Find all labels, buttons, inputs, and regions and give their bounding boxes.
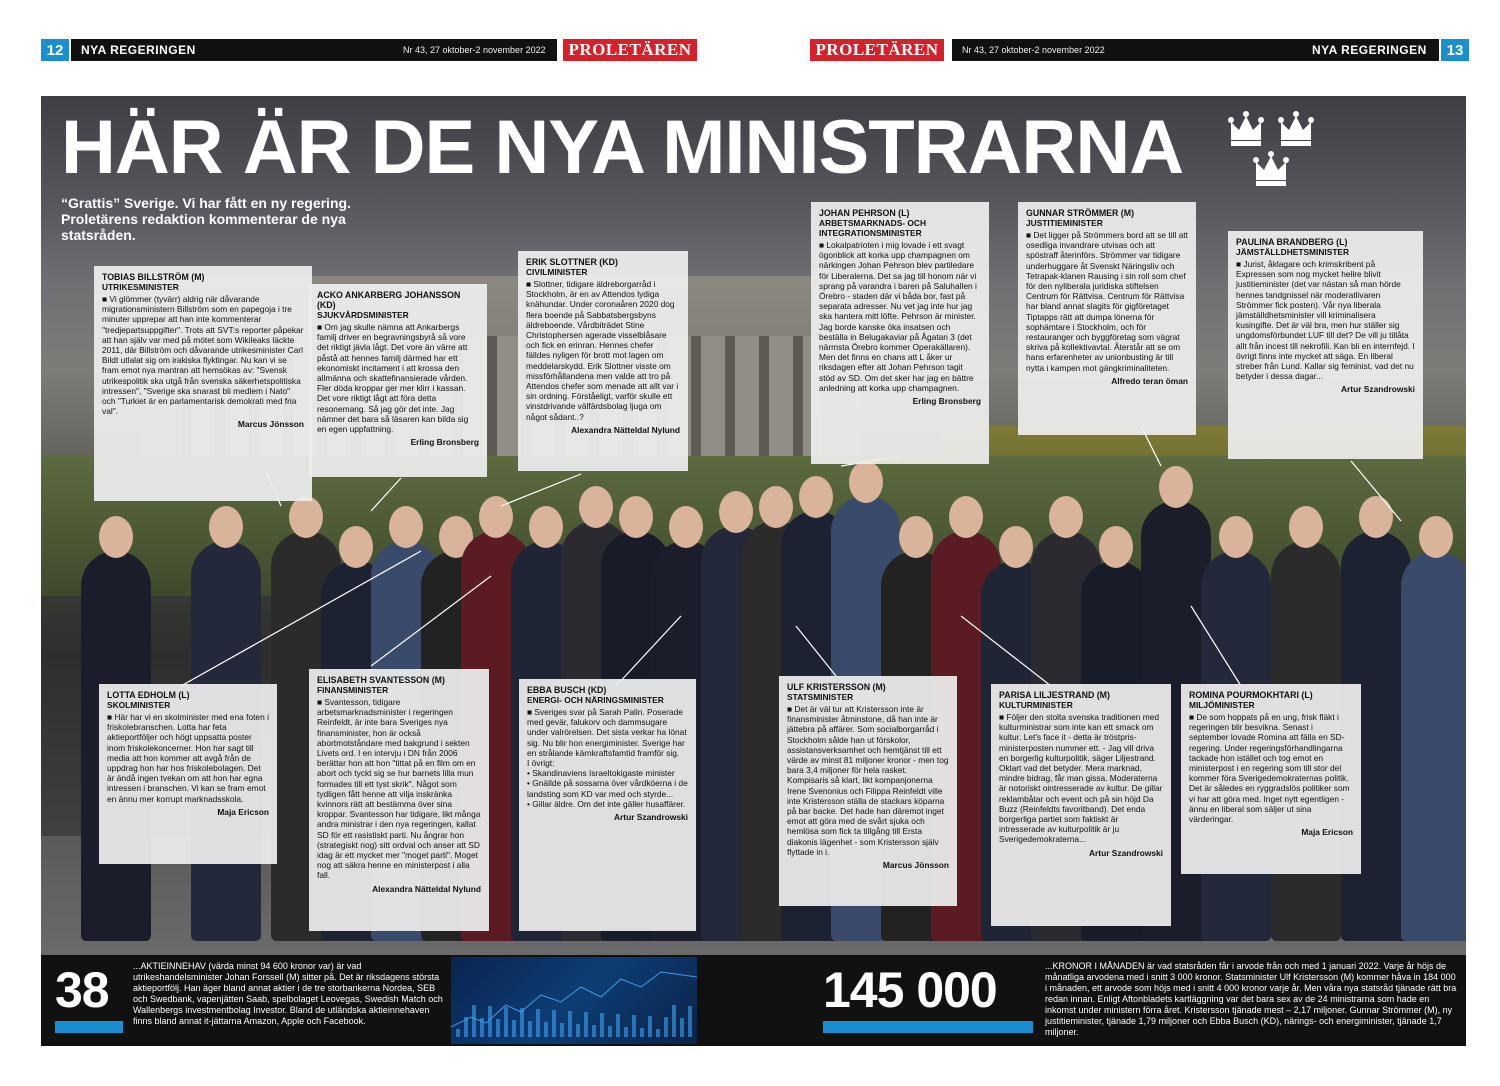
fact-bar [41, 955, 1466, 1046]
candle-bar [488, 1006, 492, 1037]
candle-bar [520, 1008, 524, 1037]
candle-bar [480, 1018, 484, 1037]
minister-role: UTRIKESMINISTER [102, 282, 179, 292]
minister-box [309, 284, 487, 477]
logo-left: PROLETÄREN [563, 39, 697, 61]
minister-role: ENERGI- OCH NÄRINGSMINISTER [527, 695, 664, 705]
minister-box [519, 679, 696, 931]
candle-bar [664, 1017, 668, 1037]
minister-name: ACKO ANKARBERG JOHANSSON (KD) [317, 290, 461, 310]
stock-graph [451, 957, 697, 1044]
candle-bar [688, 1006, 692, 1037]
minister-name: GUNNAR STRÖMMER (M) [1026, 208, 1134, 218]
candle-bar [536, 1009, 540, 1037]
minister-author: Alexandra Nätteldal Nylund [571, 424, 680, 435]
candle-bar [608, 1026, 612, 1037]
minister-role: KULTURMINISTER [999, 700, 1073, 710]
minister-role: ARBETSMARKNADS- OCH INTEGRATIONSMINISTER [819, 218, 927, 238]
page-number-right: 13 [1441, 39, 1469, 61]
minister-author: Alfredo teran öman [1111, 375, 1188, 386]
minister-role: FINANSMINISTER [317, 685, 389, 695]
header-bar-right [952, 39, 1439, 61]
minister-box [1228, 231, 1423, 459]
minister-box [99, 684, 277, 864]
minister-box [1018, 202, 1196, 435]
minister-comment: ■ Följer den stolta svenska traditionen med kulturministrar som inte kan ett smack om kultur. Let's face it - detta är tröstpris-ministerposten nummer ett. - Jag vill driva en borgerlig kulturpolitik, säger Liljestrand. Oklart vad det betyder. Mera marknad, mindre bidrag, får man gissa. Moderaterna är notoriskt ointresserade av kultur. De gillar reklambåtar och event och på sin höjd Da Buzz (Reinfeldts favoritband). Det enda borgerliga partiet som faktiskt är intresserade av kulturpolitik är ju Sverigedemokraterna... [999, 712, 1163, 845]
minister-role: SKOLMINISTER [107, 700, 171, 710]
minister-name: ULF KRISTERSSON (M) [787, 682, 886, 692]
minister-box [779, 676, 957, 906]
issue-label-right: Nr 43, 27 oktober-2 november 2022 [962, 45, 1105, 55]
minister-comment: ■ Slottner, tidigare äldreborgarråd i Stockholm, är en av Attendos lydiga knähundar. Under coronaåren 2020 dog flera boende på Sabbatsbergsbyns äldreboende. Vårdbiträdet Stine Christophersen agerade visselblåsare och fick en erinran. Hennes chefer fälldes nyligen för brott mot lagen om meddelarskydd. Erik Slottner visste om missförhållandena men valde att tro på Attendos chefer som menade att allt var i sin ordning. Förståeligt, varför skulle ett vinstdrivande välfärdsbolag ljuga om något sådant..? [526, 279, 679, 422]
accent-bar-left [55, 1021, 123, 1033]
candle-bar [624, 1027, 628, 1037]
candle-bar [528, 1021, 532, 1037]
minister-role: JÄMSTÄLLDHETSMINISTER [1236, 247, 1350, 257]
page-title: HÄR ÄR DE NYA MINISTRARNA [61, 105, 1184, 190]
candle-bar [592, 1025, 596, 1037]
candle-bar [616, 1014, 620, 1037]
fact-number-right: 145 000 [823, 962, 997, 1018]
candle-bar [568, 1011, 572, 1037]
page-number-left: 12 [41, 39, 69, 61]
minister-author: Erling Bronsberg [410, 437, 479, 448]
minister-box [1181, 684, 1361, 874]
candle-bar [560, 1023, 564, 1037]
minister-author: Alexandra Nätteldal Nylund [372, 883, 481, 894]
minister-author: Marcus Jönsson [237, 419, 304, 430]
photo-spread [41, 96, 1466, 955]
candle-bar [672, 1005, 676, 1037]
candle-bar [552, 1010, 556, 1037]
fact-text-left: ...AKTIEINNEHAV (värda minst 94 600 kronor var) är vad utrikeshandelsminister Johan Forssell (M) sitter på. Det är riksdagens största aktieportfölj. Han äger bland annat aktier i de tre storbankerna Nordea, SEB och Swedbank, vapenjätten Saab, spelbolaget Leovegas, Swedish Match och Wallenbergs investmentbolag Investor. Bland de utländska aktieinnehaven finns bland annat it-jättarna Amazon, Apple och Facebook. [133, 961, 443, 1026]
minister-comment: ■ Svantesson, tidigare arbetsmarknadsminister i regeringen Reinfeldt, är inte bara Sveriges nya finansminister, hon är också abortmotståndare med bakgrund i sekten Livets ord. I en intervju i DN från 2006 berättar hon att hon "tittat på en film om en abort och tyckt sig se hur barnets lilla mun formades till ett tyst skrik". Något som tydligen fått henne att vilja inskränka kvinnors rätt att bestämma över sina kroppar. Svantesson har tidigare, likt många andra ministrar i den nya regeringen, kallat SD för ett rasistiskt parti. Nu ångrar hon (strategiskt nog) sitt ordval och anser att SD idag är ett mycket mer "moget parti". Moget nog att säkra henne en ministerpost i alla fall. [317, 697, 481, 881]
minister-name: EBBA BUSCH (KD) [527, 685, 607, 695]
candle-bar [456, 1029, 460, 1037]
candle-bar [472, 1005, 476, 1037]
minister-role: SJUKVÅRDSMINISTER [317, 310, 409, 320]
minister-name: PAULINA BRANDBERG (L) [1236, 237, 1348, 247]
minister-box [518, 251, 688, 471]
minister-role: STATSMINISTER [787, 692, 854, 702]
minister-role: MILJÖMINISTER [1189, 700, 1255, 710]
intro-text: “Grattis” Sverige. Vi har fått en ny regering. Proletärens redaktion kommenterar de nya statsråden. [61, 195, 351, 243]
minister-role: JUSTITIEMINISTER [1026, 218, 1103, 228]
minister-author: Marcus Jönsson [882, 860, 949, 871]
candle-bar [584, 1012, 588, 1037]
minister-name: ELISABETH SVANTESSON (M) [317, 675, 445, 685]
issue-label-left: Nr 43, 27 oktober-2 november 2022 [403, 45, 546, 55]
minister-box [309, 669, 489, 931]
minister-comment: ■ Lokalpatrioten i mig lovade i ett svagt ögonblick att korka upp champagnen om närkingen Johan Pehrson blev partiledare för Liberalerna. Det sa jag till honom när vi sprang på varandra i baren på Saluhallen i Örebro - staden där vi båda bor, fast på separata adresser. Nu vet jag inte hur jag ska hantera mitt löfte. Pehrson är minister. Jag borde kanske öka insatsen och beställa in Belugakaviar på Ågatan 3 (det närmsta Örebro kommer Operakällaren). Men det finns en chans att L åker ur riksdagen efter att Johan Pehrson tagit stöd av SD. Om det sker har jag en bättre anledning att korka upp champagnen. [819, 240, 977, 393]
candle-bar [544, 1022, 548, 1037]
candle-bar [464, 1017, 468, 1037]
candle-bar [576, 1024, 580, 1037]
minister-name: JOHAN PEHRSON (L) [819, 208, 910, 218]
minister-comment: ■ Om jag skulle nämna att Ankarbergs familj driver en begravningsbyrå så vore det riktigt jävla lågt. Det vore än värre att påstå att hennes familj därmed har ett ekonomiskt incitament i att krossa den allmänna och skattefinansierade vården. Fler döda kroppar ger mer klirr i kassan. Det vore riktigt lågt att föra detta resonemang. Så jag gör det inte. Jag nämner det bara så läsaren kan bilda sig en egen uppfattning. [317, 322, 469, 435]
fact-number-left: 38 [55, 962, 109, 1018]
minister-name: TOBIAS BILLSTRÖM (M) [102, 272, 205, 282]
minister-author: Artur Szandrowski [1089, 847, 1163, 858]
candle-bar [640, 1028, 644, 1037]
candle-bar [496, 1019, 500, 1037]
minister-comment: ■ Vi glömmer (tyvärr) aldrig när dåvarande migrationsministern Billström som en papegoja i tre minuter upprepar att han inte kommenterar "tredjepartsuppgifter". Trots att SVT:s reporter påpekar att han själv var med på mötet som Wikileaks läckte 2011, där Billström och dåvarande utrikesminister Carl Bildt utlalat sig om irakiska flyktingar. Nu kan vi se fram emot nya mantran att hemsökas av: "Svensk utrikespolitik ska utgå från svenska säkerhetspolitiska intressen", "Sverige ska snarast bli medlem i Nato" och "Turkiet är en parlamentarisk demokrati med fria val". [102, 294, 304, 417]
minister-comment: ■ Det är väl tur att Kristersson inte är finansminister åtminstone, då han inte är jättebra på affärer. Som socialborgarråd i Stockholm sålde han ut förskolor, assistansverksamhet och hemtjänst till ett värde av minst 81 miljoner kronor - men tog bara 3,4 miljoner för hela rasket. Kompisaris så klart, likt kompanjonerna Irene Svenonius och Filippa Reinfeldt ville inte Kristersson ställa de stackars köparna på bar backe. Det hade han däremot inget emot att göra med de svårt sjuka och hemlösa som fick ta tillgång till Ersta diakonis lägenhet - som Kristersson själv flyttade in i. [787, 704, 949, 857]
stock-chart-image [451, 957, 697, 1044]
accent-bar-right [823, 1021, 1033, 1033]
minister-author: Maja Ericson [1301, 827, 1353, 838]
minister-name: PARISA LILJESTRAND (M) [999, 690, 1110, 700]
minister-box [94, 266, 312, 501]
minister-author: Artur Szandrowski [614, 812, 688, 823]
candle-bar [680, 1018, 684, 1037]
candle-bar [648, 1016, 652, 1037]
fact-text-right: ...KRONOR I MÅNADEN är vad statsråden får i arvode från och med 1 januari 2022. Varje år höjs de månatliga arvodena med i snitt 3 000 kronor. Statsminister Ulf Kristersson (M) kommer håva in 184 000 i månaden, ett arvode som höjs med i snitt 4 000 kronor varje år. Men våra nya statsråd tjänade rätt bra redan innan. Enligt Aftonbladets kartläggning var det bara sex av de 24 ministrarna som hade en inkomst under ministern förra året. Kristersson tjänade mest – 2,17 miljoner. Gunnar Strömmer (M), ny justitieminister, tjänade 1,79 miljoner och Ebba Busch (KD), närings- och energiminister, tjänade 1,7 miljoner. [1045, 961, 1457, 1037]
candle-bar [632, 1015, 636, 1037]
minister-author: Maja Ericson [217, 806, 269, 817]
minister-box [991, 684, 1171, 926]
minister-comment: ■ Det ligger på Strömmers bord att se till att osedliga invandrare utvisas och att spöstraff återinförs. Strömmer var tidigare underhuggare åt Svenskt Näringsliv och Tetrapak-klanen Rausing i sin roll som chef för den nyliberala juridiska stiftelsen Centrum för Rättvisa. Centrum för Rättvisa har bland annat slagits för gigföretaget Tiptapps rätt att dumpa lönerna för sophämtare i Stockholm, och för restauranger och byggföretag som vägrat skriva på kollektivavtal. Återstår att se om hans erfarenheter av unionbusting är till nytta i kampen mot gängkriminaliteten. [1026, 230, 1188, 373]
minister-box [811, 202, 989, 464]
candle-bar [512, 1020, 516, 1037]
minister-comment: ■ De som hoppats på en ung, frisk fläkt i regeringen blir besvikna. Senast i september lovade Romina att fälla en SD-regering. Under regeringsförhandlingarna tackade hon istället och tog emot en ministerpost i en regering som till stor del kommer föra Sverigedemokraternas politik. Det är således en ryggradslös politiker som vi har att göra med. Inget nytt egentligen - ännu en liberal som säljer ut sina värderingar. [1189, 712, 1350, 825]
minister-comment: ■ Jurist, åklagare och krimskribent på Expressen som nog mycket hellre blivit justitieminister (det var nästan så man hörde hennes tandgnissel när moderatlivaren Strömmer fick posten). Vår nya liberala jämställdhetsminister vill kriminalisera kusingifte. Det är väl bra, men hur ställer sig ungdomsförbundet LUF till det? De vill ju tillåta allt från incest till nekrofili. Kan bli en internfejd. I övrigt finns inte mycket att säga. En liberal streber från Lund. Kallar sig feminist, vad det nu betyder i dessa dagar... [1236, 259, 1415, 382]
logo-right: PROLETÄREN [810, 39, 944, 61]
minister-comment: ■ Här har vi en skolminister med ena foten i friskolebranschen. Lotta har feta aktieportföljer och högt uppsatta poster inom friskolekoncerner. Hon har sagt till media att hon kommer att avgå från de uppdrag hon har hos friskolebolagen. Det är ändå ingen tvekan om att hon har egna intressen i branschen. Vi kan se fram emot en ännu mer korrupt marknadsskola. [107, 712, 269, 804]
minister-author: Erling Bronsberg [912, 396, 981, 407]
minister-name: LOTTA EDHOLM (L) [107, 690, 190, 700]
section-label-left: NYA REGERINGEN [81, 43, 196, 57]
candle-bar [656, 1029, 660, 1037]
candle-bar [504, 1007, 508, 1037]
minister-comment: ■ Sveriges svar på Sarah Palin. Poserade med gevär, falukorv och dammsugare under valrörelsen. Det sista verkar ha lönat sig. Nu blir hon energiminister. Sverige har en strålande kärnkraftsfamtid framför sig. I övrigt: • Skandinaviens Israeltokigaste minister • Gnällde på sossarna över vårdköerna i de landsting som KD var med och styrde... • Gillar äldre. Om det inte gäller husaffärer. [527, 707, 688, 809]
header-bar-left [71, 39, 557, 61]
minister-name: ERIK SLOTTNER (KD) [526, 257, 618, 267]
section-label-right: NYA REGERINGEN [1312, 43, 1427, 57]
candle-bar [600, 1013, 604, 1037]
minister-author: Artur Szandrowski [1341, 384, 1415, 395]
minister-name: ROMINA POURMOKHTARI (L) [1189, 690, 1313, 700]
minister-role: CIVILMINISTER [526, 267, 588, 277]
